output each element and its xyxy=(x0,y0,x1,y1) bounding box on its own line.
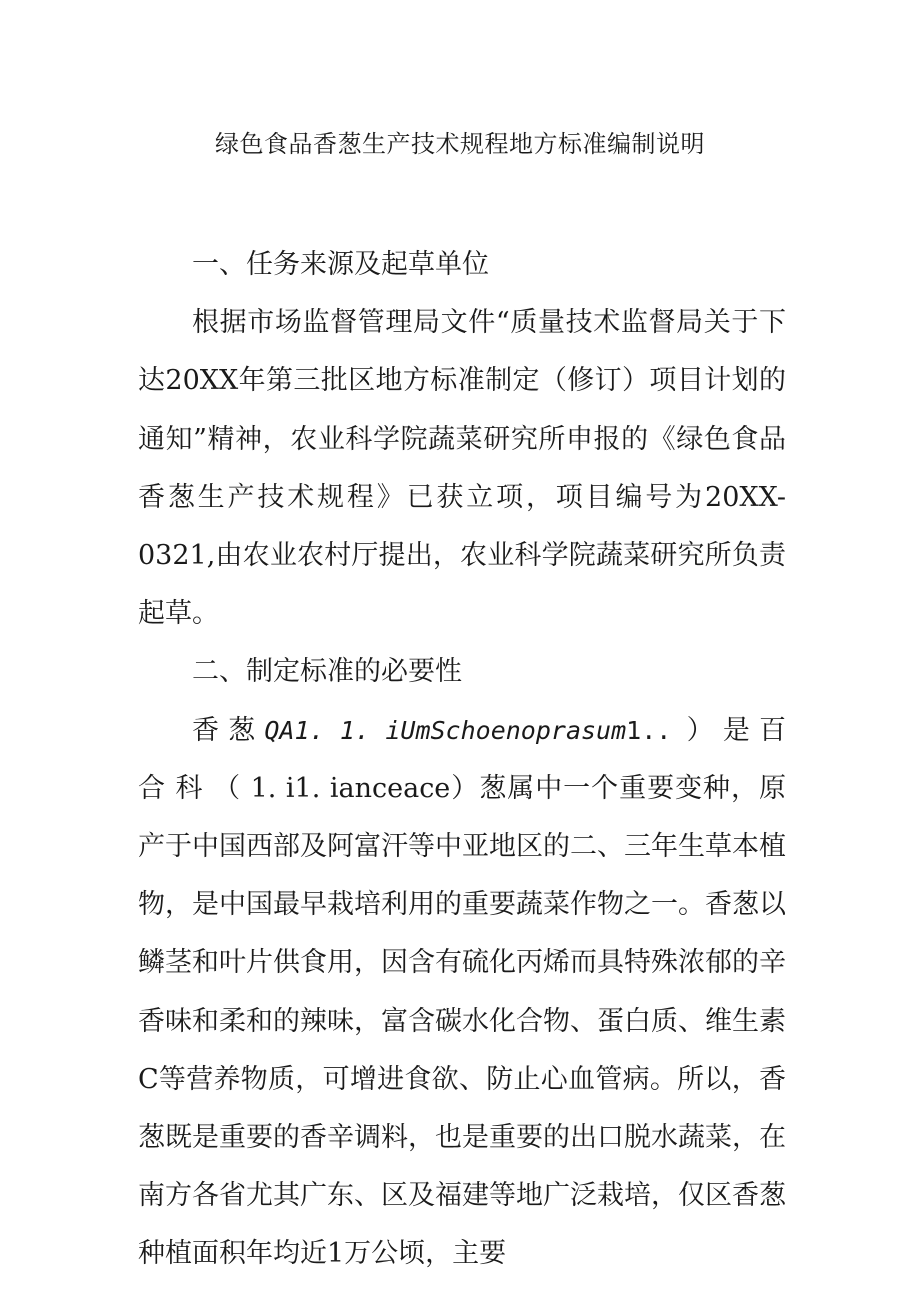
paragraph-necessity xyxy=(138,702,786,1284)
latin-name-italic: QA1. 1. iUmSchoenoprasum xyxy=(264,715,627,745)
document-body xyxy=(138,236,786,1284)
section-heading-task-source: 一、任务来源及起草单位 xyxy=(192,249,489,280)
paragraph-task-source: 根据市场监督管理局文件“质量技术监督局关于下达20XX年第三批区地方标准制定（修订）项目计划的通知”精神，农业科学院蔬菜研究所申报的《绿色食品香葱生产技术规程》已获立项，项目编号为20XX-0321,由农业农村厅提出，农业科学院蔬菜研究所负责起草。 xyxy=(138,307,786,630)
section-heading-necessity: 二、制定标准的必要性 xyxy=(192,656,462,688)
latin-name-tail: 1.. xyxy=(626,715,687,745)
paragraph-necessity-lead: 香 葱 xyxy=(192,714,265,746)
paragraph-necessity-rest: ） 是 百 合 科 （ 1. i1. ianceace）葱属中一个重要变种，原产于中国西部及阿富汗等中亚地区的二、三年生草本植物，是中国最早栽培利用的重要蔬菜作物之一。香葱以鳞茎和叶片供食用，因含有硫化丙烯而具特殊浓郁的辛香味和柔和的辣味，富含碳水化合物、蛋白质、维生素C等营养物质，可增进食欲、防止心血管病。所以，香葱既是重要的香辛调料，也是重要的出口脱水蔬菜，在南方各省尤其广东、区及福建等地广泛栽培，仅区香葱种植面积年均近1万公顷，主要 xyxy=(138,714,787,1270)
document-title: 绿色食品香葱生产技术规程地方标准编制说明 xyxy=(215,130,705,158)
